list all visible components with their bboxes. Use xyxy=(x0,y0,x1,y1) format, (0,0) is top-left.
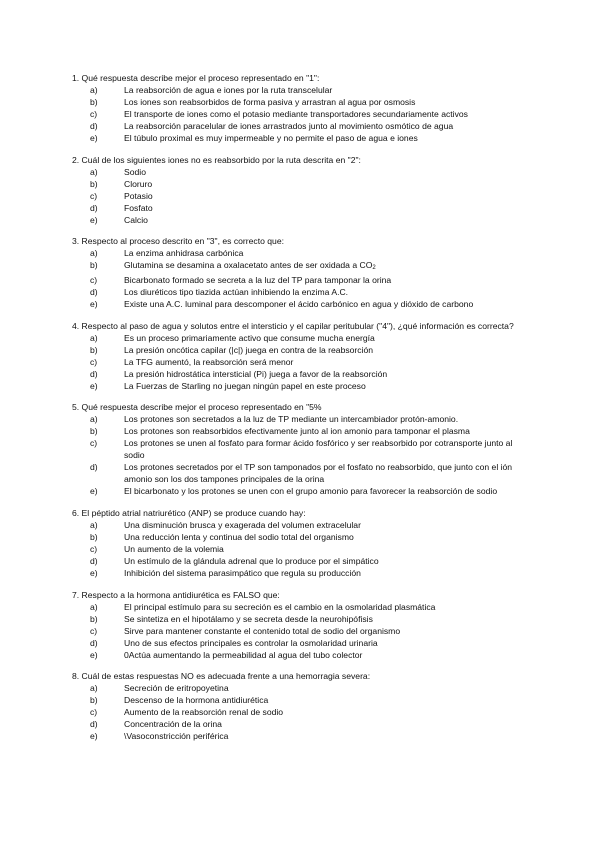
option-text: La presión hidrostática intersticial (Pi) juega a favor de la reabsorción xyxy=(124,368,388,379)
option-text: La reabsorción de agua e iones por la ruta transcelular xyxy=(124,85,333,95)
option-letter: c) xyxy=(90,438,98,449)
option-text-wrap xyxy=(124,132,532,144)
option-letter: b) xyxy=(90,260,98,271)
answer-option xyxy=(72,555,532,567)
option-letter: e) xyxy=(90,214,98,225)
option-letter: c) xyxy=(90,109,98,119)
option-letter: d) xyxy=(90,121,98,131)
option-letter: d) xyxy=(90,462,98,473)
option-letter: e) xyxy=(90,133,98,143)
answer-option xyxy=(72,380,532,392)
option-text: Aumento de la reabsorción renal de sodio xyxy=(124,707,284,718)
option-text-wrap xyxy=(124,649,532,661)
option-letter: e) xyxy=(90,731,98,742)
answer-option xyxy=(72,166,532,178)
option-letter: b) xyxy=(90,613,98,624)
answer-option xyxy=(72,730,532,742)
answer-option xyxy=(72,84,532,96)
exam-page xyxy=(72,72,532,752)
option-text-wrap xyxy=(124,718,532,730)
option-letter: d) xyxy=(90,287,98,298)
answer-option xyxy=(72,718,532,730)
answer-option xyxy=(72,274,532,286)
answer-option xyxy=(72,120,532,132)
option-text-wrap xyxy=(124,286,532,298)
answer-option xyxy=(72,637,532,649)
answer-option xyxy=(72,344,532,356)
option-letter: e) xyxy=(90,649,98,660)
option-text-wrap xyxy=(124,247,532,259)
option-letter: a) xyxy=(90,166,98,177)
option-text-wrap xyxy=(124,461,532,485)
option-letter: b) xyxy=(90,344,98,355)
option-letter: d) xyxy=(90,202,98,213)
option-text-wrap xyxy=(124,332,532,344)
option-text: Bicarbonato formado se secreta a la luz del TP para tamponar la orina xyxy=(124,275,392,286)
option-letter: e) xyxy=(90,380,98,391)
question-2 xyxy=(72,154,532,226)
option-text: Una reducción lenta y continua del sodio total del organismo xyxy=(124,531,354,542)
option-letter: a) xyxy=(90,414,98,425)
option-text-wrap xyxy=(124,613,532,625)
option-letter: a) xyxy=(90,683,98,694)
option-text-wrap xyxy=(124,120,532,132)
answer-option xyxy=(72,247,532,259)
option-text-wrap xyxy=(124,84,532,96)
question-8 xyxy=(72,670,532,742)
option-letter: d) xyxy=(90,637,98,648)
option-letter: b) xyxy=(90,531,98,542)
option-text-wrap xyxy=(124,519,532,531)
option-text-wrap xyxy=(124,166,532,178)
answer-option xyxy=(72,298,532,310)
option-text: Se sintetiza en el hipotálamo y se secreta desde la neurohipófisis xyxy=(124,613,373,624)
option-text: Un estímulo de la glándula adrenal que lo produce por el simpático xyxy=(124,555,379,566)
answer-option xyxy=(72,519,532,531)
option-text-wrap xyxy=(124,344,532,356)
answer-option xyxy=(72,567,532,579)
option-text-wrap xyxy=(124,567,532,579)
option-letter: b) xyxy=(90,178,98,189)
option-text: Los protones son reabsorbidos efectivamente junto al ion amonio para tamponar el plasma xyxy=(124,426,470,437)
option-text: Cloruro xyxy=(124,178,153,189)
option-text-wrap xyxy=(124,637,532,649)
option-text: Potasio xyxy=(124,190,153,201)
option-text-wrap xyxy=(124,108,532,120)
option-letter: d) xyxy=(90,719,98,730)
option-letter: a) xyxy=(90,85,98,95)
option-text: \Vasoconstricción periférica xyxy=(124,731,229,742)
answer-option xyxy=(72,286,532,298)
option-text: Concentración de la orina xyxy=(124,719,222,730)
answer-option xyxy=(72,214,532,226)
option-text: Sirve para mantener constante el contenido total de sodio del organismo xyxy=(124,625,401,636)
answer-option xyxy=(72,543,532,555)
answer-option xyxy=(72,259,532,274)
option-letter: c) xyxy=(90,543,98,554)
option-text-wrap xyxy=(124,543,532,555)
answer-option xyxy=(72,601,532,613)
option-letter: c) xyxy=(90,707,98,718)
option-text: Glutamina se desamina a oxalacetato antes de ser oxidada a CO xyxy=(124,260,373,271)
option-text-wrap xyxy=(124,694,532,706)
answer-option xyxy=(72,625,532,637)
option-letter: c) xyxy=(90,190,98,201)
answer-option xyxy=(72,485,532,497)
option-text: La TFG aumentó, la reabsorción será menor xyxy=(124,356,294,367)
option-text-wrap xyxy=(124,274,532,286)
option-letter: e) xyxy=(90,486,98,497)
option-text-wrap xyxy=(124,96,532,108)
option-text-wrap xyxy=(124,531,532,543)
answer-option xyxy=(72,178,532,190)
option-text-wrap xyxy=(124,730,532,742)
option-text: El túbulo proximal es muy impermeable y no permite el paso de agua e iones xyxy=(124,133,418,143)
answer-option xyxy=(72,202,532,214)
answer-option xyxy=(72,96,532,108)
option-text-wrap xyxy=(124,682,532,694)
option-text-wrap xyxy=(124,437,532,461)
option-text: Los iones son reabsorbidos de forma pasiva y arrastran al agua por osmosis xyxy=(124,97,416,107)
option-text: Calcio xyxy=(124,214,148,225)
question-stem: 2. Cuál de los siguientes iones no es reabsorbido por la ruta descrita en "2": xyxy=(72,154,361,165)
question-6 xyxy=(72,507,532,579)
option-letter: c) xyxy=(90,356,98,367)
answer-option xyxy=(72,613,532,625)
option-text-wrap xyxy=(124,601,532,613)
option-text: Una disminución brusca y exagerada del volumen extracelular xyxy=(124,519,361,530)
answer-option xyxy=(72,108,532,120)
option-letter: a) xyxy=(90,248,98,259)
option-text-wrap xyxy=(124,178,532,190)
question-stem: 5. Qué respuesta describe mejor el proceso representado en "5% xyxy=(72,402,322,413)
option-text-wrap xyxy=(124,214,532,226)
option-letter: e) xyxy=(90,299,98,310)
question-1 xyxy=(72,72,532,144)
option-text: Existe una A.C. luminal para descomponer el ácido carbónico en agua y dióxido de carbono xyxy=(124,299,474,310)
question-stem: 4. Respecto al paso de agua y solutos entre el intersticio y el capilar peritubular ("4"), ¿qué información es correcta? xyxy=(72,320,514,331)
option-letter: d) xyxy=(90,555,98,566)
option-letter: a) xyxy=(90,519,98,530)
question-stem: 1. Qué respuesta describe mejor el proceso representado en "1": xyxy=(72,73,320,83)
answer-option xyxy=(72,132,532,144)
option-text-wrap xyxy=(124,298,532,310)
option-text-wrap xyxy=(124,368,532,380)
option-text-wrap xyxy=(124,425,532,437)
option-text: El bicarbonato y los protones se unen con el grupo amonio para favorecer la reabsorción de sodio xyxy=(124,486,498,497)
answer-option xyxy=(72,682,532,694)
option-text: La reabsorción paracelular de iones arrastrados junto al movimiento osmótico de agua xyxy=(124,121,454,131)
option-text: Los diuréticos tipo tiazida actúan inhibiendo la enzima A.C. xyxy=(124,287,349,298)
option-text: Sodio xyxy=(124,166,146,177)
question-stem: 8. Cuál de estas respuestas NO es adecuada frente a una hemorragia severa: xyxy=(72,671,371,682)
option-text: La enzima anhidrasa carbónica xyxy=(124,248,244,259)
option-letter: b) xyxy=(90,426,98,437)
question-4 xyxy=(72,320,532,392)
answer-option xyxy=(72,332,532,344)
option-text-wrap xyxy=(124,190,532,202)
answer-option xyxy=(72,368,532,380)
answer-option xyxy=(72,694,532,706)
answer-option xyxy=(72,531,532,543)
option-text: 0Actúa aumentando la permeabilidad al agua del tubo colector xyxy=(124,649,363,660)
option-text: Secreción de eritropoyetina xyxy=(124,683,229,694)
option-text: Descenso de la hormona antidiurética xyxy=(124,695,269,706)
question-stem: 7. Respecto a la hormona antidiurética es FALSO que: xyxy=(72,589,280,600)
option-text-wrap xyxy=(124,380,532,392)
option-text-wrap xyxy=(124,706,532,718)
option-text: Los protones secretados por el TP son tamponados por el fosfato no reabsorbido, que junto con el ión amonio son los dos tampones principales de la orina xyxy=(124,462,513,485)
answer-option xyxy=(72,706,532,718)
option-letter: b) xyxy=(90,97,98,107)
option-text: Un aumento de la volemia xyxy=(124,543,224,554)
answer-option xyxy=(72,437,532,461)
answer-option xyxy=(72,649,532,661)
option-letter: e) xyxy=(90,567,98,578)
option-text-wrap xyxy=(124,413,532,425)
question-7 xyxy=(72,589,532,661)
option-letter: c) xyxy=(90,625,98,636)
option-text: El transporte de iones como el potasio mediante transportadores secundariamente activos xyxy=(124,109,468,119)
option-text: La presión oncótica capilar (|c|) juega en contra de la reabsorción xyxy=(124,344,374,355)
option-text: Fosfato xyxy=(124,202,153,213)
answer-option xyxy=(72,413,532,425)
option-text: Los protones se unen al fosfato para formar ácido fosfórico y ser reabsorbido por cotransporte junto al sodio xyxy=(124,438,513,461)
option-text-wrap xyxy=(124,485,532,497)
option-text-wrap xyxy=(124,202,532,214)
option-text: Es un proceso primariamente activo que consume mucha energía xyxy=(124,332,375,343)
option-text-wrap xyxy=(124,259,532,274)
option-text: Inhibición del sistema parasimpático que regula su producción xyxy=(124,567,361,578)
question-5 xyxy=(72,401,532,497)
option-text-wrap xyxy=(124,555,532,567)
option-text: La Fuerzas de Starling no juegan ningún papel en este proceso xyxy=(124,380,366,391)
question-3 xyxy=(72,235,532,310)
question-stem: 3. Respecto al proceso descrito en "3", es correcto que: xyxy=(72,236,284,247)
option-letter: d) xyxy=(90,368,98,379)
option-text-wrap xyxy=(124,356,532,368)
option-text: El principal estímulo para su secreción es el cambio en la osmolaridad plasmática xyxy=(124,601,436,612)
option-letter: a) xyxy=(90,601,98,612)
option-letter: b) xyxy=(90,695,98,706)
option-text: Los protones son secretados a la luz de TP mediante un intercambiador protón-amonio. xyxy=(124,414,459,425)
answer-option xyxy=(72,425,532,437)
question-stem: 6. El péptido atrial natriurético (ANP) se produce cuando hay: xyxy=(72,507,306,518)
option-text: Uno de sus efectos principales es controlar la osmolaridad urinaria xyxy=(124,637,378,648)
answer-option xyxy=(72,461,532,485)
option-text-wrap xyxy=(124,625,532,637)
answer-option xyxy=(72,356,532,368)
subscript: 2 xyxy=(372,265,376,272)
answer-option xyxy=(72,190,532,202)
option-letter: a) xyxy=(90,332,98,343)
option-letter: c) xyxy=(90,275,98,286)
